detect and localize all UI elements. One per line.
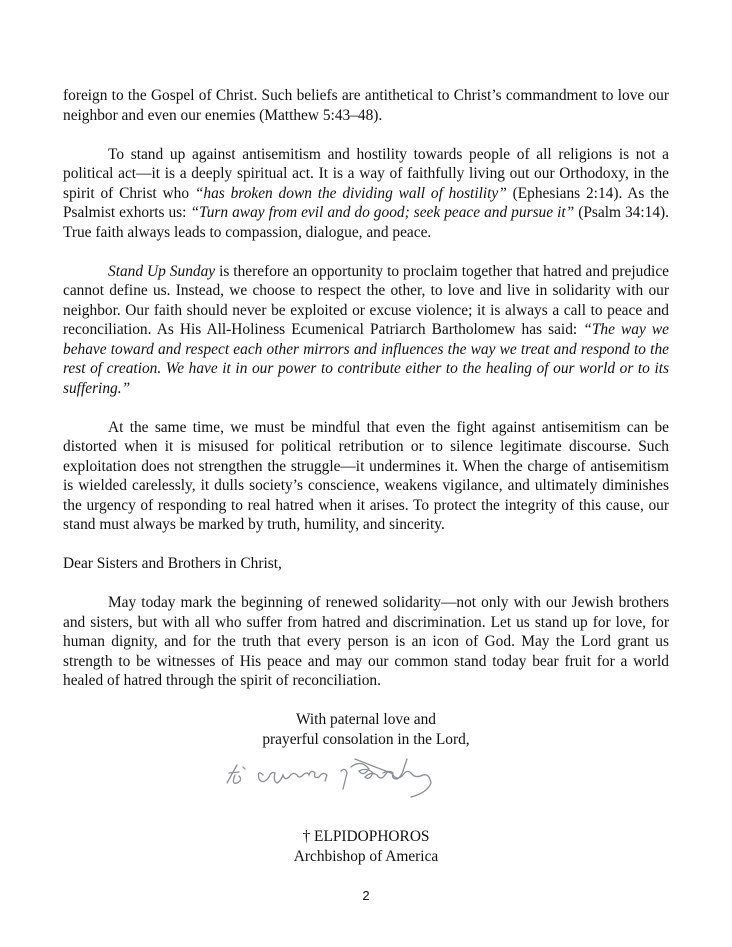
- quote-patriarch: “The way we behave toward and respect each other mirrors and influences the way we treat and respond to the rest of creation. We have it in our power to contribute either to the healing of our world or to its suffering.”: [63, 321, 669, 397]
- signatory-name: † ELPIDOPHOROS: [302, 828, 430, 845]
- closing-line-1: With paternal love and: [296, 711, 436, 728]
- letter-body: [63, 86, 669, 866]
- text: To stand up against antisemitism and hostility towards people of all religions is not a political act—it is a deeply spiritual act. It is a way of faithfully living out our Orthodoxy, in the spirit of Christ who: [63, 145, 669, 202]
- paragraph-mindful: At the same time, we must be mindful that even the fight against antisemitism can be distorted when it is misused for political retribution or to silence legitimate discourse. Such exploitation does not strengthen the struggle—it undermines it. When the charge of antisemitism is wielded carelessly, it dulls society’s conscience, weakens vigilance, and ultimately diminishes the urgency of responding to real hatred when it arises. To protect the integrity of this cause, our stand must always be marked by truth, humility, and sincerity.: [63, 418, 669, 533]
- paragraph-gospel: foreign to the Gospel of Christ. Such beliefs are antithetical to Christ’s commandment to love our neighbor and even our enemies (Matthew 5:43–48).: [63, 87, 669, 124]
- paragraph-spiritual-act: [63, 145, 669, 243]
- salutation: Dear Sisters and Brothers in Christ,: [63, 555, 282, 572]
- closing-line-2: prayerful consolation in the Lord,: [262, 730, 470, 748]
- paragraph-solidarity: May today mark the beginning of renewed solidarity—not only with our Jewish brothers and sisters, but with all who suffer from hatred and discrimination. Let us stand up for love, for human dignity, and for the truth that every person is an icon of God. May the Lord grant us strength to be witnesses of His peace and may our common stand today bear fruit for a world healed of hatred through the spirit of reconciliation.: [63, 594, 669, 689]
- quote-psalm: “Turn away from evil and do good; seek peace and pursue it”: [190, 204, 575, 221]
- paragraph-stand-up-sunday: [63, 262, 669, 399]
- handwritten-signature: [63, 749, 669, 827]
- text: (Ephesians 2:14). As the Psalmist exhorts us:: [63, 184, 669, 221]
- text: (Psalm 34:14). True faith always leads to compassion, dialogue, and peace.: [63, 204, 669, 241]
- signatory-title: Archbishop of America: [293, 847, 439, 865]
- page-number: 2: [362, 888, 370, 903]
- text: is therefore an opportunity to proclaim together that hatred and prejudice cannot define us. Instead, we choose to respect the other, to love and live in solidarity with our neighbor. Our faith should never be exploited or excuse violence; it is always a call to peace and reconciliation. As His All-Holiness Ecumenical Patriarch Bartholomew has said:: [63, 262, 669, 338]
- event-title: Stand Up Sunday: [108, 262, 216, 280]
- signature-icon: [223, 753, 493, 803]
- quote-ephesians: “has broken down the dividing wall of hostility”: [194, 184, 507, 202]
